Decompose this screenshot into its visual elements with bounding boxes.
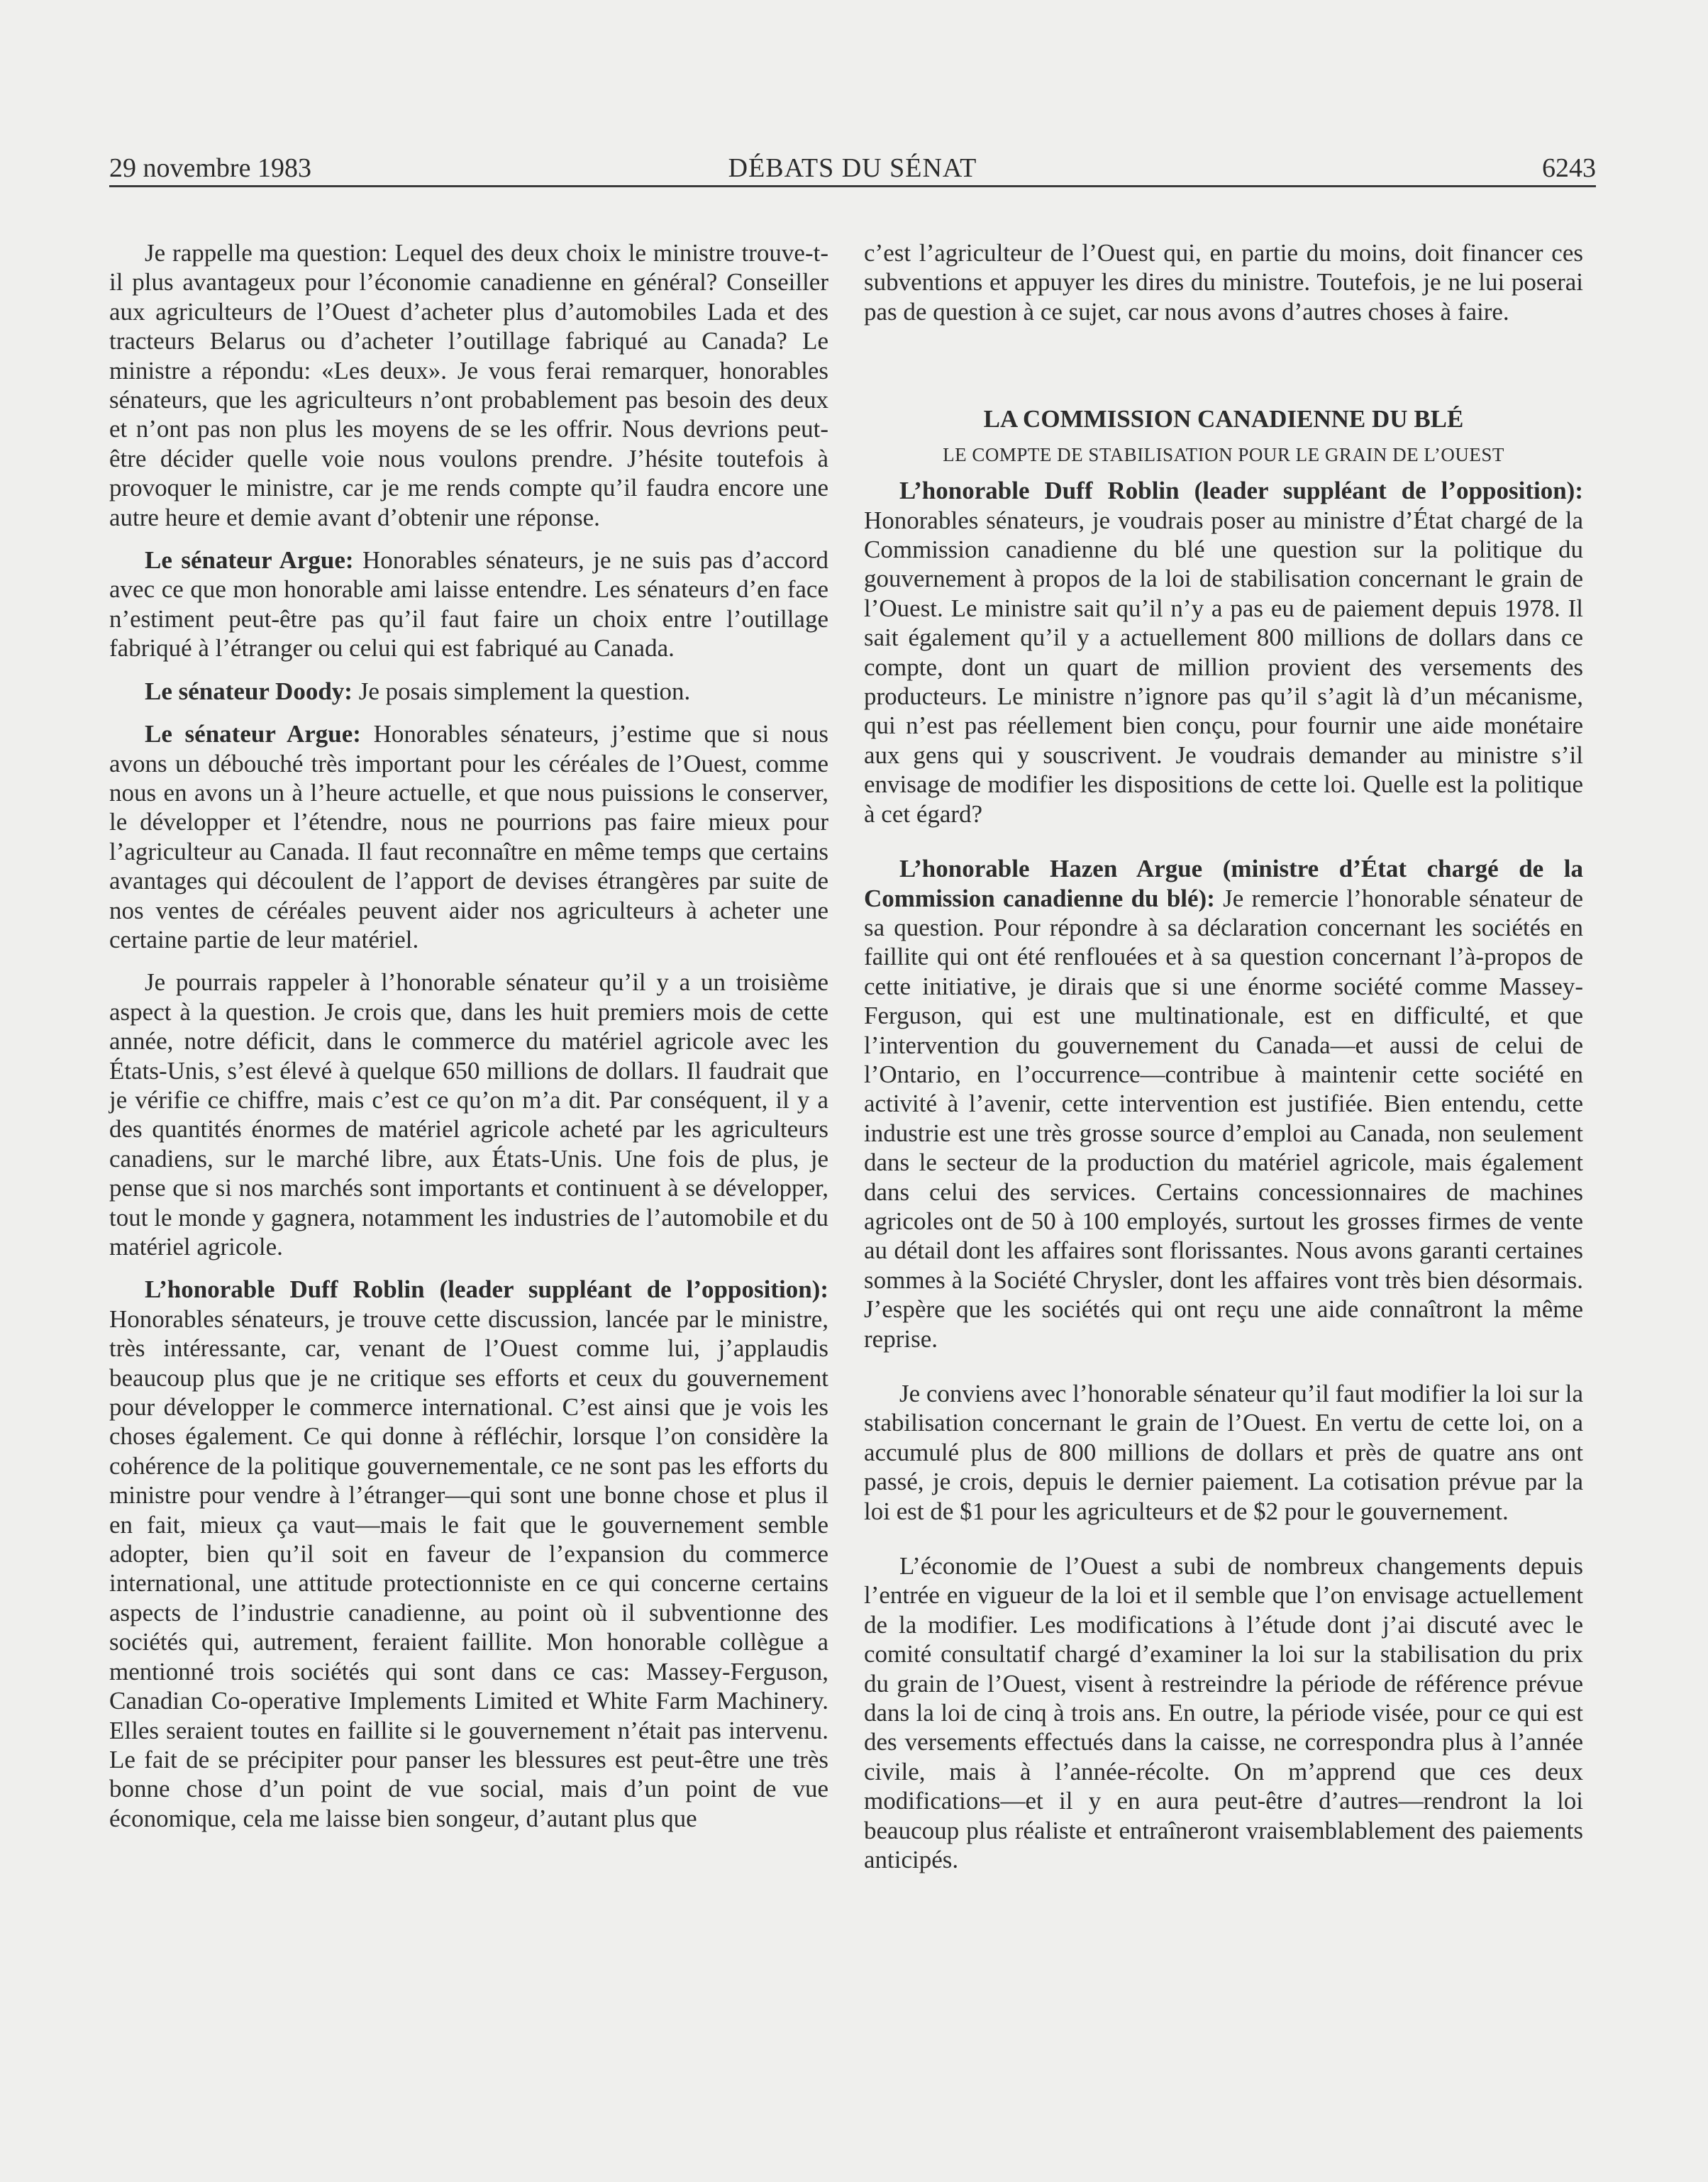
- header-rule: [109, 185, 1596, 187]
- header-page-number: 6243: [1542, 153, 1596, 183]
- paragraph: Je conviens avec l’honorable sénateur qu’il faut modifier la loi sur la stabilisation concernant le grain de l’Ouest. En vertu de cette loi, on a accumulé plus de 800 millions de dollars et près de quatre ans ont passé, je crois, depuis le dernier paiement. La cotisation prévue par la loi est de $1 pour les agriculteurs et de $2 pour le gouvernement.: [864, 1380, 1583, 1525]
- paragraph: [864, 476, 1583, 829]
- paragraph: Je rappelle ma question: Lequel des deux choix le ministre trouve-t-il plus avantageux pour l’économie canadienne en général? Conseiller aux agriculteurs de l’Ouest d’acheter plus d’automobiles Lada et des tracteurs Belarus ou d’acheter l’outillage fabriqué au Canada? Le ministre a répondu: «Les deux». Je vous ferai remarquer, honorables sénateurs, que les agriculteurs n’ont probablement pas besoin des deux et n’ont pas non plus les moyens de se les offrir. Nous devrions peut-être décider quelle voie nous voulons prendre. J’hésite toutefois à provoquer le ministre, car je me rends compte qu’il faudra encore une autre heure et demie avant d’obtenir une réponse.: [109, 239, 828, 531]
- speech-text: Je posais simplement la question.: [352, 677, 691, 705]
- speaker-name: Le sénateur Doody:: [145, 677, 353, 705]
- speech-text: Honorables sénateurs, je voudrais poser au ministre d’État chargé de la Commission canadienne du blé une question sur la politique du gouvernement à propos de la loi de stabilisation concernant le grain de l’Ouest. Le ministre sait qu’il n’y a pas eu de paiement depuis 1978. Il sait également qu’il y a actuellement 800 millions de dollars dans ce compte, dont un quart de million provient des versements des producteurs. Le ministre n’ignore pas qu’il s’agit là d’un mécanisme, qui n’est pas réellement bien conçu, pour fournir une aide monétaire aux gens qui y souscrivent. Je voudrais demander au ministre s’il envisage de modifier les dispositions de cette loi. Quelle est la politique à cet égard?: [864, 506, 1583, 828]
- paragraph: [109, 546, 828, 663]
- header-date: 29 novembre 1983: [109, 153, 311, 183]
- paragraph: [864, 854, 1583, 1353]
- speaker-name: L’honorable Hazen Argue (ministre d’État chargé de la Commission canadienne du blé):: [864, 855, 1583, 912]
- paragraph: [109, 719, 828, 954]
- paragraph: [109, 677, 828, 706]
- speaker-name: Le sénateur Argue:: [145, 546, 354, 575]
- speech-text: Honorables sénateurs, je ne suis pas d’accord avec ce que mon honorable ami laisse entendre. Les sénateurs d’en face n’estiment peut-être pas qu’il faut faire un choix entre l’outillage fabriqué à l’étranger ou celui qui est fabriqué au Canada.: [109, 546, 829, 663]
- header-title: DÉBATS DU SÉNAT: [728, 153, 977, 183]
- paragraph: Je pourrais rappeler à l’honorable sénateur qu’il y a un troisième aspect à la question. Je crois que, dans les huit premiers mois de cette année, notre déficit, dans le commerce du matériel agricole avec les États-Unis, s’est élevé à quelque 650 millions de dollars. Il faudrait que je vérifie ce chiffre, mais c’est ce qu’on m’a dit. Par conséquent, il y a des quantités énormes de matériel agricole acheté par les agriculteurs canadiens, sur le marché libre, aux États-Unis. Une fois de plus, je pense que si nos marchés sont importants et continuent à se développer, tout le monde y gagnera, notamment les industries de l’automobile et du matériel agricole.: [109, 968, 828, 1261]
- speaker-name: L’honorable Duff Roblin (leader suppléant de l’opposition):: [899, 477, 1583, 505]
- section-title: LA COMMISSION CANADIENNE DU BLÉ: [983, 405, 1464, 433]
- left-column: [109, 238, 828, 1846]
- paragraph: c’est l’agriculteur de l’Ouest qui, en partie du moins, doit financer ces subventions et appuyer les dires du ministre. Toutefois, je ne lui poserai pas de question à ce sujet, car nous avons d’autres choses à faire.: [864, 239, 1583, 326]
- page-header: [109, 150, 1596, 186]
- speech-text: Honorables sénateurs, j’estime que si nous avons un débouché très important pour les céréales de l’Ouest, comme nous en avons un à l’heure actuelle, et que nous puissions le conserver, le développer et l’étendre, nous ne pourrions pas faire mieux pour l’agriculteur au Canada. Il faut reconnaître en même temps que certains avantages qui découlent de l’apport de devises étrangères par suite de nos ventes de céréales peuvent aider nos agriculteurs à acheter une certaine partie de leur matériel.: [109, 720, 829, 953]
- speech-text: Honorables sénateurs, je trouve cette discussion, lancée par le ministre, très intéressante, car, venant de l’Ouest comme lui, j’applaudis beaucoup plus que je ne critique ses efforts et ceux du gouvernement pour développer le commerce international. C’est ainsi que je vois les choses également. Ce qui donne à réfléchir, lorsque l’on considère la cohérence de la politique gouvernementale, ce ne sont pas les efforts du ministre pour vendre à l’étranger—qui sont une bonne chose et plus il en fait, mieux ça vaut—mais le fait que le gouvernement semble adopter, bien qu’il soit en faveur de l’expansion du commerce international, une attitude protectionniste en ce qui concerne certains aspects de l’industrie canadienne, au point où il subventionne des sociétés qui, autrement, feraient faillite. Mon honorable collègue a mentionné trois sociétés qui sont dans ce cas: Massey-Ferguson, Canadian Co-operative Implements Limited et White Farm Machinery. Elles seraient toutes en faillite si le gouvernement n’était pas intervenu. Le fait de se précipiter pour panser les blessures est peut-être une très bonne chose d’un point de vue social, mais d’un point de vue économique, cela me laisse bien songeur, d’autant plus que: [109, 1305, 828, 1832]
- speech-text: Je remercie l’honorable sénateur de sa question. Pour répondre à sa déclaration concernant les sociétés en faillite qui ont été renflouées et à sa question concernant l’à-propos de cette initiative, je dirais que si une énorme société comme Massey-Ferguson, qui est une multinationale, est en difficulté, et que l’intervention du gouvernement du Canada—et aussi de celui de l’Ontario, en l’occurrence—contribue à maintenir cette société en activité à l’avenir, cette intervention est justifiée. Bien entendu, cette industrie est une très grosse source d’emploi au Canada, non seulement dans le secteur de la production du matériel agricole, mais également dans celui des services. Certains concessionnaires de machines agricoles ont de 50 à 100 employés, surtout les grosses firmes de vente au détail dont les affaires sont florissantes. Nous avons garanti certaines sommes à la Société Chrysler, dont les affaires vont très bien désormais. J’espère que les sociétés qui ont reçu une aide connaîtront la même reprise.: [864, 884, 1583, 1353]
- speaker-name: Le sénateur Argue:: [145, 720, 361, 748]
- right-column: [864, 238, 1583, 1888]
- subsection-title: LE COMPTE DE STABILISATION POUR LE GRAIN DE L’OUEST: [943, 444, 1504, 466]
- speaker-name: L’honorable Duff Roblin (leader suppléant de l’opposition):: [145, 1275, 828, 1304]
- paragraph: [109, 1275, 828, 1833]
- paragraph: L’économie de l’Ouest a subi de nombreux changements depuis l’entrée en vigueur de la loi et il semble que l’on envisage actuellement de la modifier. Les modifications à l’étude dont j’ai discuté avec le comité consultatif chargé d’examiner la loi sur la stabilisation du prix du grain de l’Ouest, visent à restreindre la période de référence prévue dans la loi de cinq à trois ans. En outre, la période visée, pour ce qui est des versements effectués dans la caisse, ne correspondra plus à l’année civile, mais à l’année-récolte. On m’apprend que ces deux modifications—et il y en aura peut-être d’autres—rendront la loi beaucoup plus réaliste et entraîneront vraisemblablement des paiements anticipés.: [864, 1552, 1583, 1874]
